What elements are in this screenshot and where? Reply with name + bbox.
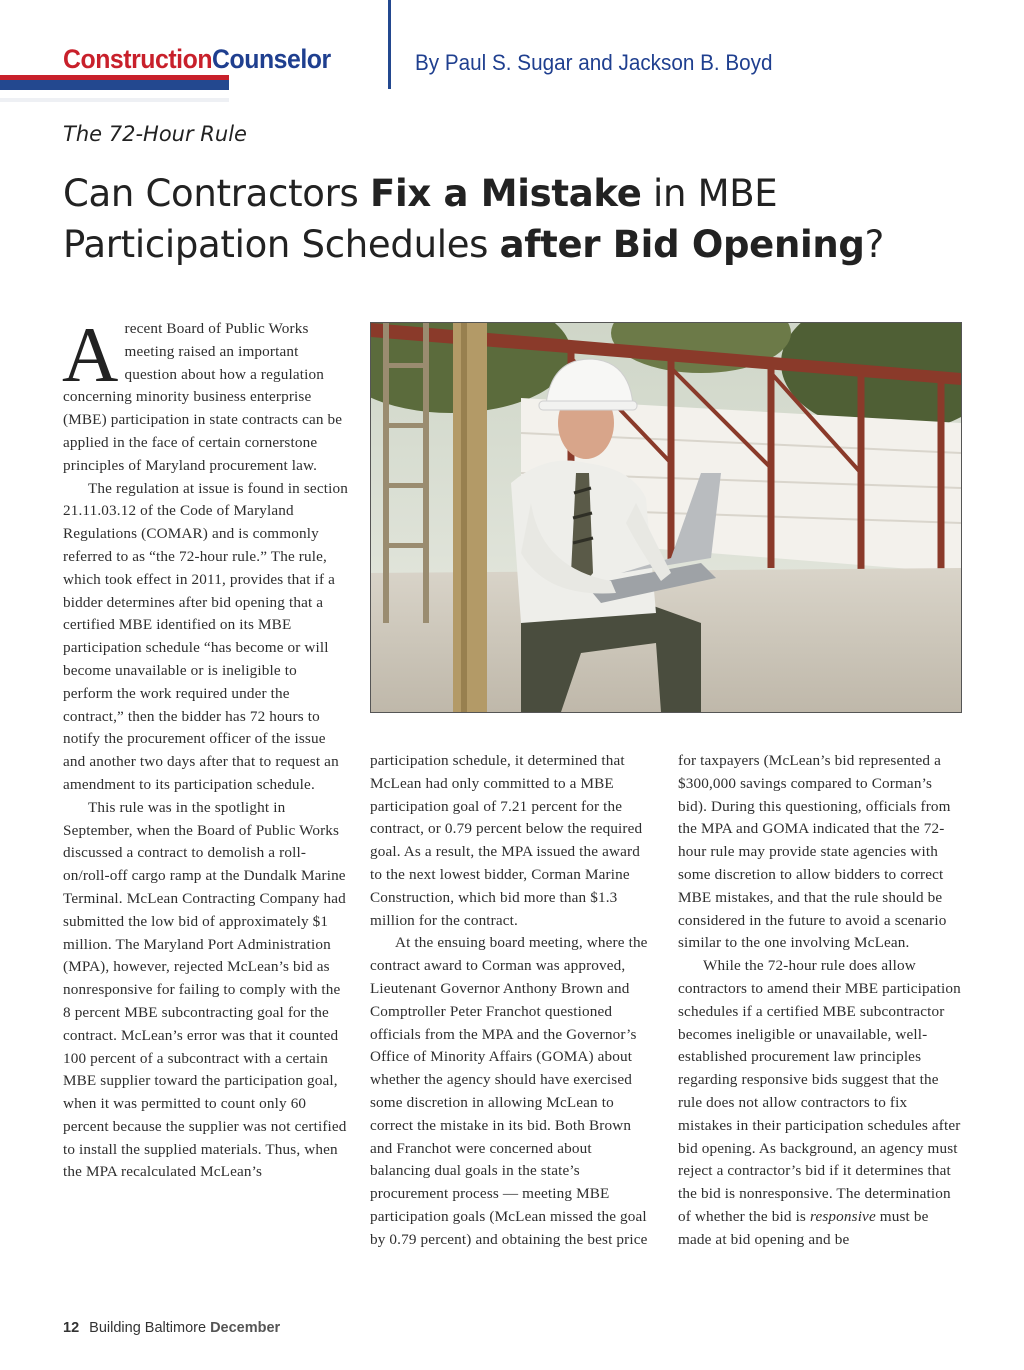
page-footer bbox=[63, 1320, 280, 1336]
brand-logo bbox=[63, 44, 331, 75]
article-headline bbox=[63, 168, 983, 270]
issue-month: December bbox=[210, 1320, 281, 1336]
paragraph: recent Board of Public Works meeting raised an important question about how a regulation concerning minority business enterprise (MBE) participation in state contracts can be applied in the face of certain cornerstone principles of Maryland procurement law. bbox=[63, 320, 343, 474]
construction-worker-laptop-illustration bbox=[371, 323, 961, 712]
headline-bold1: Fix a Mistake bbox=[369, 172, 642, 215]
headline-part3: ? bbox=[864, 223, 884, 266]
brand-part-construction: Construction bbox=[63, 44, 213, 74]
page-number: 12 bbox=[63, 1320, 80, 1336]
paragraph: for taxpayers (McLean’s bid represented a $300,000 savings compared to Corman’s bid). During this questioning, officials from the MPA and GOMA indicated that the 72-hour rule may provide state agencies with some discretion to allow bidders to correct MBE mistakes, and that the rule should be considered in the future to avoid a scenario similar to the one involving McLean. bbox=[678, 752, 951, 952]
masthead-gray-bar bbox=[0, 98, 229, 102]
paragraph: participation schedule, it determined that McLean had only committed to a MBE participation goal of 7.21 percent for the contract, or 0.79 percent below the required goal. As a result, the MPA issued the award to the next lowest bidder, Corman Marine Construction, which bid more than $1.3 million for the contract. bbox=[370, 752, 643, 929]
byline: By Paul S. Sugar and Jackson B. Boyd bbox=[415, 50, 773, 75]
masthead bbox=[0, 0, 1024, 100]
masthead-divider bbox=[388, 0, 391, 89]
drop-cap: A bbox=[62, 311, 119, 398]
article-column-1 bbox=[62, 311, 348, 1184]
paragraph-text: must be made at bid opening and be bbox=[678, 1207, 929, 1248]
paragraph: This rule was in the spotlight in September, when the Board of Public Works discussed a contract to demolish a roll-on/roll-off cargo ramp at the Dundalk Marine Terminal. McLean Contracting Company had submitted the low bid of approximately $1 million. The Maryland Port Administration (MPA), however, rejected McLean’s bid as nonresponsive for failing to comply with the 8 percent MBE subcontracting goal for the contract. McLean’s error was that it counted 100 percent of a subcontract with a certain MBE supplier toward the participation goal, when it was permitted to count only 60 percent because the supplier was not certified to install the supplied materials. Thus, when the MPA recalculated McLean’s bbox=[63, 798, 347, 1181]
paragraph-italic-term: responsive bbox=[809, 1207, 876, 1225]
masthead-blue-bar bbox=[0, 80, 229, 90]
headline-part2: in MBE Participation Schedules bbox=[63, 172, 778, 266]
publication-name: Building Baltimore bbox=[89, 1320, 207, 1336]
paragraph: The regulation at issue is found in section 21.11.03.12 of the Code of Maryland Regulations (COMAR) and is commonly referred to as “the 72-hour rule.” The rule, which took effect in 2011, provides that if a bidder determines after bid opening that a certified MBE identified on its MBE participation schedule “has become or will become unavailable or is ineligible to perform the work required under the contract,” then the bidder has 72 hours to notify the procurement officer of the issue and another two days after that to request an amendment to its participation schedule. bbox=[63, 479, 348, 793]
paragraph-text: While the 72-hour rule does allow contractors to amend their MBE participation schedules if a certified MBE subcontractor becomes ineligible or unavailable, well-established procurement law principles regarding responsive bids suggest that the rule does not allow contractors to fix mistakes in their participation schedules after bid opening. As background, an agency must reject a contractor’s bid if it determines that the bid is nonresponsive. The determination of whether the bid is bbox=[678, 957, 961, 1225]
headline-part1: Can Contractors bbox=[63, 172, 370, 215]
article-column-2 bbox=[370, 750, 655, 1252]
paragraph: At the ensuing board meeting, where the contract award to Corman was approved, Lieutenant Governor Anthony Brown and Comptroller Peter Franchot questioned officials from the MPA and the Governor’s Office of Minority Affairs (GOMA) about whether the agency should have exercised some discretion in allowing McLean to correct the mistake in its bid. Both Brown and Franchot were concerned about balancing dual goals in the state’s procurement process — meeting MBE participation goals (McLean missed the goal by 0.79 percent) and obtaining the best price bbox=[370, 934, 648, 1248]
paragraph bbox=[678, 955, 963, 1251]
brand-part-counselor: Counselor bbox=[212, 44, 331, 74]
headline-bold2: after Bid Opening bbox=[499, 223, 865, 266]
article-photo bbox=[370, 322, 962, 713]
article-kicker: The 72-Hour Rule bbox=[63, 122, 247, 146]
article-column-3 bbox=[678, 750, 963, 1252]
